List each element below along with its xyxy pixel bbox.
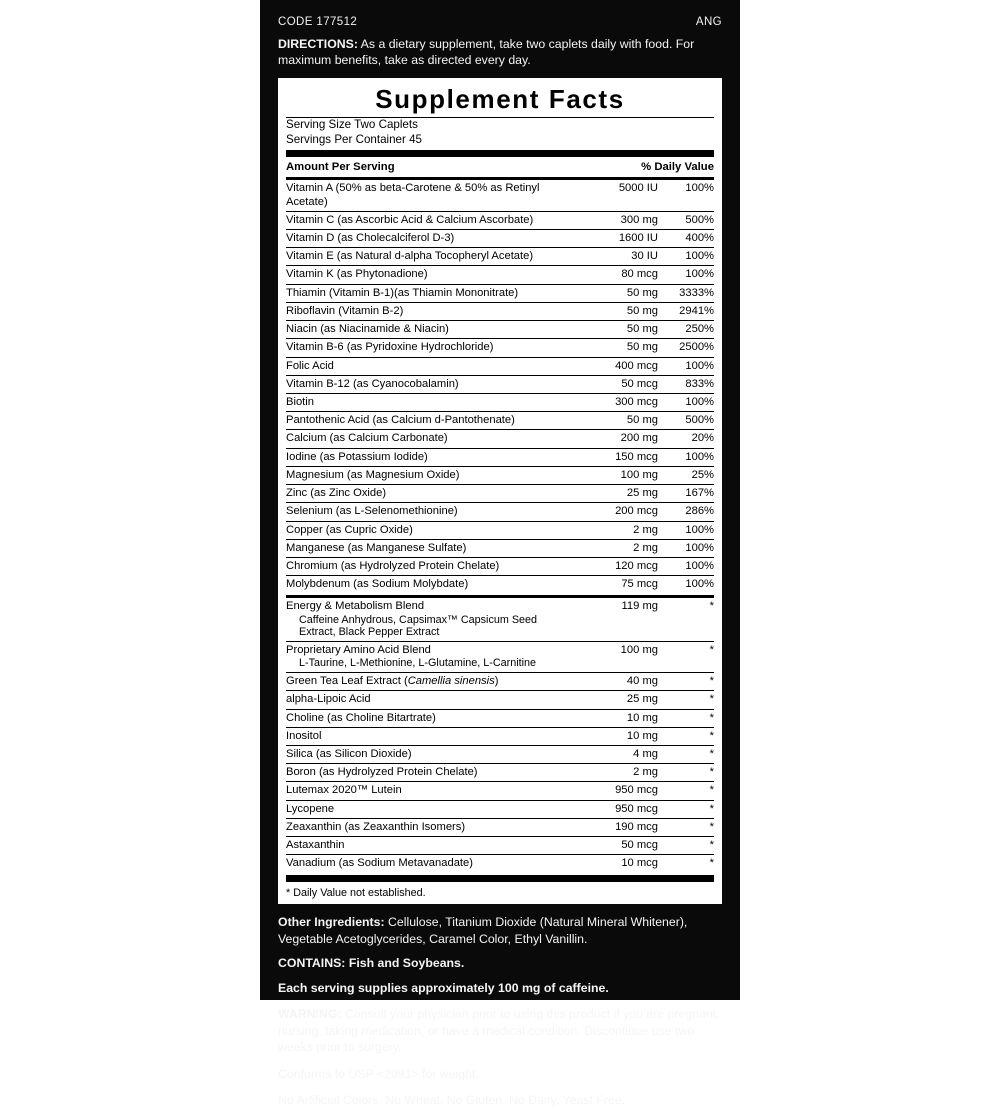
nutrient-daily-value: 100%	[658, 539, 714, 557]
table-row	[286, 598, 714, 641]
nutrient-name: Iodine (as Potassium Iodide)	[286, 448, 574, 466]
table-row	[286, 375, 714, 393]
table-row	[286, 642, 714, 673]
nutrient-amount: 120 mcg	[574, 557, 658, 575]
nutrient-amount: 2 mg	[574, 521, 658, 539]
table-row	[286, 266, 714, 284]
table-row	[286, 302, 714, 320]
nutrient-daily-value: *	[658, 691, 714, 709]
nutrient-amount: 50 mcg	[574, 837, 658, 855]
free-from-note: No Artificial Colors, No Wheat, No Gluten, No Dairy, Yeast Free.	[278, 1093, 625, 1108]
nutrient-daily-value: 100%	[685, 578, 714, 591]
table-row	[286, 503, 714, 521]
table-row	[286, 800, 714, 818]
nutrient-amount: 190 mcg	[574, 818, 658, 836]
conforms-note: Conforms to USP <2091> for weight.	[278, 1066, 479, 1081]
nutrient-daily-value: *	[658, 818, 714, 836]
col-dv-header: % Daily Value	[641, 161, 714, 174]
table-row	[286, 764, 714, 782]
nutrient-name: Chromium (as Hydrolyzed Protein Chelate)	[286, 557, 574, 575]
nutrient-daily-value: *	[658, 800, 714, 818]
nutrient-amount: 950 mcg	[574, 782, 658, 800]
nutrient-daily-value: *	[658, 598, 714, 641]
nutrient-daily-value: *	[658, 764, 714, 782]
nutrient-name: Manganese (as Manganese Sulfate)	[286, 539, 574, 557]
nutrient-name: Pantothenic Acid (as Calcium d-Pantothenate)	[286, 412, 574, 430]
nutrient-amount: 2 mg	[574, 539, 658, 557]
nutrient-name: Magnesium (as Magnesium Oxide)	[286, 466, 574, 484]
nutrient-daily-value: 500%	[658, 211, 714, 229]
nutrient-subtext: L-Taurine, L-Methionine, L-Glutamine, L-Carnitine	[299, 657, 537, 670]
nutrient-name: Selenium (as L-Selenomethionine)	[286, 503, 574, 521]
nutrient-daily-value: 286%	[658, 503, 714, 521]
table-row	[286, 448, 714, 466]
nutrient-name: Niacin (as Niacinamide & Niacin)	[286, 321, 574, 339]
nutrient-name: Zeaxanthin (as Zeaxanthin Isomers)	[286, 818, 574, 836]
nutrient-daily-value: 2500%	[658, 339, 714, 357]
table-row	[286, 321, 714, 339]
warning-block	[278, 1006, 722, 1055]
table-row	[286, 539, 714, 557]
nutrient-daily-value: *	[658, 673, 714, 691]
code-row	[278, 16, 722, 28]
nutrient-amount: 950 mcg	[574, 800, 658, 818]
directions-block	[278, 36, 722, 68]
directions-label: DIRECTIONS:	[278, 37, 358, 51]
nutrient-name: Molybdenum (as Sodium Molybdate)	[286, 578, 469, 591]
nutrient-daily-value: 250%	[658, 321, 714, 339]
table-row	[286, 339, 714, 357]
nutrient-name: Copper (as Cupric Oxide)	[286, 521, 574, 539]
table-row	[286, 557, 714, 575]
table-row	[286, 691, 714, 709]
nutrient-daily-value: 100%	[658, 448, 714, 466]
nutrient-name: Lycopene	[286, 800, 574, 818]
table-row	[286, 727, 714, 745]
nutrient-daily-value: 20%	[658, 430, 714, 448]
nutrient-amount: 50 mg	[574, 284, 658, 302]
nutrient-amount: 2 mg	[574, 764, 658, 782]
supplement-facts-title: Supplement Facts	[375, 84, 625, 115]
nutrient-daily-value: 3333%	[658, 284, 714, 302]
nutrient-name: Proprietary Amino Acid Blend L-Taurine, L-Methionine, L-Glutamine, L-Carnitine	[286, 642, 574, 673]
nutrient-daily-value: 100%	[658, 521, 714, 539]
nutrient-daily-value: 400%	[658, 230, 714, 248]
table-row	[286, 521, 714, 539]
nutrient-name: Vitamin B-6 (as Pyridoxine Hydrochloride)	[286, 339, 574, 357]
nutrient-daily-value: 100%	[658, 557, 714, 575]
nutrient-name: Calcium (as Calcium Carbonate)	[286, 430, 574, 448]
nutrient-name: Inositol	[286, 727, 574, 745]
nutrient-daily-value: 100%	[658, 357, 714, 375]
nutrient-name: Vitamin B-12 (as Cyanocobalamin)	[286, 375, 574, 393]
table-row	[286, 855, 714, 873]
nutrient-amount: 300 mcg	[574, 394, 658, 412]
caffeine-note-text: Each serving supplies approximately 100 mg of caffeine.	[278, 980, 609, 995]
nutrient-name: Vitamin A (50% as beta-Carotene & 50% as Retinyl Acetate)	[286, 180, 574, 211]
warning-label: WARNING:	[278, 1007, 342, 1022]
nutrient-name: Lutemax 2020™ Lutein	[286, 782, 574, 800]
contains-block	[278, 955, 722, 971]
table-row	[286, 745, 714, 763]
nutrient-daily-value: *	[658, 642, 714, 673]
table-row	[286, 394, 714, 412]
nutrient-amount: 50 mcg	[574, 375, 658, 393]
nutrient-name: Riboflavin (Vitamin B-2)	[286, 302, 574, 320]
nutrient-daily-value: 500%	[658, 412, 714, 430]
nutrient-amount: 119 mg	[574, 598, 658, 641]
nutrient-daily-value: 100%	[658, 266, 714, 284]
warning-text: Consult your physician prior to using this product if you are pregnant, nursing, taking medication, or have a medical condition. Discontinue use two weeks prior to surgery.	[278, 1007, 720, 1055]
nutrient-name: alpha-Lipoic Acid	[286, 691, 574, 709]
blend-table	[286, 598, 714, 872]
contains-label: CONTAINS:	[278, 956, 346, 971]
nutrient-name: Choline (as Choline Bitartrate)	[286, 709, 574, 727]
nutrient-daily-value: 100%	[658, 180, 714, 211]
nutrient-name: Thiamin (Vitamin B-1)(as Thiamin Mononitrate)	[286, 284, 574, 302]
rule-thick-bottom	[286, 875, 714, 882]
table-row	[286, 230, 714, 248]
table-row	[286, 180, 714, 211]
product-code: CODE 177512	[278, 16, 358, 28]
nutrient-daily-value: 167%	[658, 485, 714, 503]
contains-text: Fish and Soybeans.	[345, 956, 465, 971]
nutrient-daily-value: *	[658, 782, 714, 800]
nutrient-amount: 30 IU	[574, 248, 658, 266]
table-row	[286, 430, 714, 448]
nutrient-name: Green Tea Leaf Extract (Camellia sinensis)	[286, 673, 574, 691]
nutrient-amount: 50 mg	[574, 321, 658, 339]
nutrient-name: Zinc (as Zinc Oxide)	[286, 485, 574, 503]
nutrient-daily-value: *	[709, 857, 714, 870]
nutrient-daily-value: 2941%	[658, 302, 714, 320]
nutrient-amount: 10 mcg	[621, 857, 658, 870]
table-row	[286, 284, 714, 302]
nutrient-daily-value: 25%	[658, 466, 714, 484]
nutrient-amount: 400 mcg	[574, 357, 658, 375]
table-row	[286, 782, 714, 800]
table-row	[286, 709, 714, 727]
table-row	[286, 837, 714, 855]
nutrient-amount: 10 mg	[574, 727, 658, 745]
directions-text: As a dietary supplement, take two caplets daily with food. For maximum benefits, take as directed every day.	[278, 37, 695, 68]
table-header-row	[286, 159, 714, 175]
nutrient-amount: 80 mcg	[574, 266, 658, 284]
nutrient-amount: 50 mg	[574, 412, 658, 430]
label-panel	[260, 0, 740, 1108]
nutrient-daily-value: *	[658, 727, 714, 745]
rule-thick-top	[286, 150, 714, 157]
nutrient-daily-value: *	[658, 709, 714, 727]
table-row	[286, 818, 714, 836]
nutrient-name: Vitamin K (as Phytonadione)	[286, 266, 574, 284]
nutrient-name: Boron (as Hydrolyzed Protein Chelate)	[286, 764, 574, 782]
nutrient-name: Vitamin E (as Natural d-alpha Tocopheryl Acetate)	[286, 248, 574, 266]
nutrient-amount: 40 mg	[574, 673, 658, 691]
col-amount-header: Amount Per Serving	[286, 161, 395, 174]
nutrient-table	[286, 180, 714, 593]
nutrient-amount: 10 mg	[574, 709, 658, 727]
nutrient-name: Folic Acid	[286, 357, 574, 375]
other-ingredients-text: Cellulose, Titanium Dioxide (Natural Mineral Whitener), Vegetable Acetoglycerides, Caramel Color, Ethyl Vanillin.	[278, 915, 688, 946]
table-row	[286, 673, 714, 691]
nutrient-amount: 5000 IU	[574, 180, 658, 211]
table-row	[286, 576, 714, 594]
nutrient-amount: 50 mg	[574, 302, 658, 320]
table-row	[286, 412, 714, 430]
nutrient-daily-value: 100%	[658, 248, 714, 266]
serving-size: Serving Size Two Caplets	[286, 117, 418, 131]
nutrient-name: Astaxanthin	[286, 837, 574, 855]
other-ingredients-label: Other Ingredients:	[278, 915, 385, 930]
nutrient-amount: 100 mg	[574, 466, 658, 484]
nutrient-amount: 25 mg	[574, 485, 658, 503]
other-ingredients-block	[278, 914, 722, 947]
nutrient-amount: 100 mg	[574, 642, 658, 673]
nutrient-daily-value: *	[658, 837, 714, 855]
nutrient-amount: 25 mg	[574, 691, 658, 709]
table-row	[286, 248, 714, 266]
caffeine-note	[278, 980, 722, 996]
daily-value-footnote: * Daily Value not established.	[286, 887, 426, 900]
table-row	[286, 466, 714, 484]
table-row	[286, 357, 714, 375]
nutrient-name: Vitamin C (as Ascorbic Acid & Calcium Ascorbate)	[286, 211, 574, 229]
nutrient-name: Biotin	[286, 394, 574, 412]
nutrient-amount: 200 mcg	[574, 503, 658, 521]
nutrient-name: Vanadium (as Sodium Metavanadate)	[286, 857, 473, 870]
nutrient-amount: 4 mg	[574, 745, 658, 763]
table-row	[286, 485, 714, 503]
nutrient-amount: 50 mg	[574, 339, 658, 357]
nutrient-amount: 150 mcg	[574, 448, 658, 466]
nutrient-amount: 1600 IU	[574, 230, 658, 248]
nutrient-daily-value: 833%	[658, 375, 714, 393]
supplement-facts-box	[278, 78, 722, 904]
nutrient-subtext: Caffeine Anhydrous, Capsimax™ Capsicum Seed Extract, Black Pepper Extract	[299, 613, 538, 639]
servings-per-container: Servings Per Container 45	[286, 132, 422, 146]
nutrient-name: Vitamin D (as Cholecalciferol D-3)	[286, 230, 574, 248]
nutrient-amount: 300 mg	[574, 211, 658, 229]
nutrient-amount: 200 mg	[574, 430, 658, 448]
nutrient-daily-value: 100%	[658, 394, 714, 412]
nutrient-name: Silica (as Silicon Dioxide)	[286, 745, 574, 763]
table-row	[286, 211, 714, 229]
nutrient-daily-value: *	[658, 745, 714, 763]
nutrient-amount: 75 mcg	[621, 578, 658, 591]
nutrient-name: Energy & Metabolism Blend Caffeine Anhydrous, Capsimax™ Capsicum Seed Extract, Black Pepper Extract	[286, 598, 574, 641]
variant-code: ANG	[695, 16, 722, 28]
